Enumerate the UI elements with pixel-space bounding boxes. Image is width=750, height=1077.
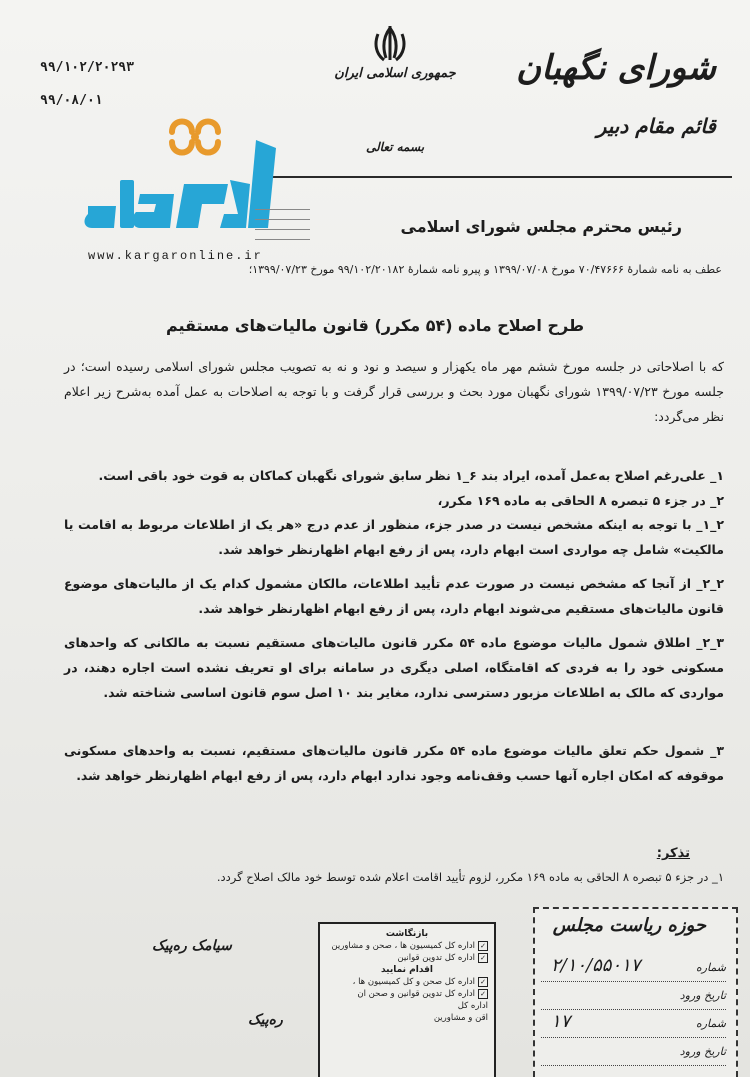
item-3: ۳_ شمول حکم تعلق مالیات موضوع ماده ۵۴ مکرر قانون مالیات‌های مستقیم، نسبت به واحدهای مسکونی موقوفه که امکان اجاره آنها حسب وقف‌نامه وجود ندارد ابهام دارد، پس از رفع ابهام اظهارنظر خواهد شد. [64, 743, 724, 783]
note-heading: تذکر: [656, 846, 690, 861]
reference-line: عطف به نامه شمارهٔ ۷۰/۴۷۶۶۶ مورخ ۱۳۹۹/۰۷/۰۸ و پیرو نامه شمارهٔ ۹۹/۱۰۲/۲۰۱۸۲ مورخ ۱۳۹۹/۰۷/۲۳؛ [248, 263, 722, 276]
stamp-date2-row: تاریخ ورود [541, 1045, 726, 1066]
watermark-url: www.kargaronline.ir [88, 249, 263, 263]
item-1: ۱_ علی‌رغم اصلاح به‌عمل آمده، ایراد بند ۶_۱ نظر سابق شورای نگهبان کماکان به قوت خود باقی است. [98, 468, 724, 483]
stamp-number-row: شماره ۲/۱۰/۵۵۰۱۷ [541, 961, 726, 982]
distribution-line: اقن و مشاورین [433, 1013, 488, 1023]
checkbox-icon: ✓ [478, 989, 488, 999]
checkbox-icon: ✓ [478, 953, 488, 963]
distribution-heading: بازنگاشت [385, 929, 429, 939]
item-2-3: ۳_۲_ اطلاق شمول مالیات موضوع ماده ۵۴ مکرر قانون مالیات‌های مستقیم نسبت به مالکانی که واحدهای مسکونی خود را به فردی که اقامتگاه، اصلی دیگری در سامانه برای او تعریف نشده است اجاره دهند، در مواردی که مالک به اطلاعات مزبور دسترسی ندارد، مغایر بند ۱۰ اصل سوم قانون اساسی شناخته شد. [64, 635, 725, 700]
stamp-title: حوزه ریاست مجلس [552, 915, 706, 936]
letter-date: ۹۹/۰۸/۰۱ [40, 93, 103, 108]
distribution-line: اداره کل [457, 1001, 488, 1011]
item-2-2: ۲_۲_ از آنجا که مشخص نیست در صورت عدم تأیید اطلاعات، مالکان مشمول کدام یک از مالیات‌های موضوع قانون مالیات‌های مستقیم می‌شوند ابهام دارد، پس از رفع ابهام اظهارنظر خواهد شد. [64, 576, 724, 616]
svg-text:کارگرآنلاین: کارگرآنلاین [190, 247, 195, 248]
distribution-line: ✓اداره کل کمیسیون ها ، صحن و مشاورین [326, 940, 488, 952]
header-divider [262, 176, 732, 178]
document-title: طرح اصلاح ماده (۵۴ مکرر) قانون مالیات‌های مستقیم [165, 316, 585, 335]
signature-initials: ره‌پیک [248, 1012, 283, 1028]
stamp-count-value: ۱۷ [551, 1011, 571, 1032]
stamp-number-value: ۲/۱۰/۵۵۰۱۷ [551, 955, 641, 976]
iran-emblem-icon [372, 24, 408, 64]
distribution-line: ✓اداره کل صحن و کل کمیسیون ها ، [326, 976, 488, 988]
distribution-box [318, 922, 496, 1077]
note-text: ۱_ در جزء ۵ تبصره ۸ الحاقی به ماده ۱۶۹ مکرر، لزوم تأیید اقامت اعلام شده توسط خود مالک اصلاح گردد. [216, 870, 724, 884]
distribution-line: ✓اداره کل تدوین قوانین [326, 952, 488, 964]
council-name: شورای نگهبان [516, 48, 716, 88]
stamp-count-row: شماره ۱۷ [541, 1017, 726, 1038]
distribution-line: اقدام نمایید [380, 965, 434, 975]
signature-name: سیامک ره‌پیک [152, 938, 232, 954]
bismillah: بسمه تعالی [366, 140, 425, 154]
distribution-line: ✓اداره کل تدوین قوانین و صحن ان [326, 988, 488, 1000]
parliament-stamp [533, 907, 738, 1077]
checkbox-icon: ✓ [478, 941, 488, 951]
intro-paragraph: که با اصلاحاتی در جلسه مورخ ششم مهر ماه یکهزار و سیصد و نود و نه به تصویب مجلس شورای اسلامی رسیده است؛ در جلسه مورخ ۱۳۹۹/۰۷/۲۳ شورای نگهبان مورد بحث و بررسی قرار گرفت و با توجه به اصلاحات به عمل آمده به‌شرح زیر اعلام نظر می‌گردد: [64, 359, 724, 424]
stamp-date-row: تاریخ ورود [541, 989, 726, 1010]
checkbox-icon: ✓ [478, 977, 488, 987]
handwritten-margin-note [255, 200, 310, 240]
item-2: ۲_ در جزء ۵ تبصره ۸ الحاقی به ماده ۱۶۹ مکرر، [437, 493, 724, 508]
letter-number: ۹۹/۱۰۲/۲۰۲۹۳ [40, 60, 134, 75]
salutation: رئیس محترم مجلس شورای اسلامی [400, 217, 682, 236]
item-2-1: ۲_۱_ با توجه به اینکه مشخص نیست در صدر جزء، منظور از عدم درج «هر یک از اطلاعات مربوط به اقامت یا مالکیت» شامل چه مواردی است ابهام دارد، پس از رفع ابهام اظهارنظر خواهد شد. [64, 517, 724, 557]
republic-label: جمهوری اسلامی ایران [334, 66, 456, 81]
secretary-title: قائم مقام دبیر [596, 114, 716, 138]
